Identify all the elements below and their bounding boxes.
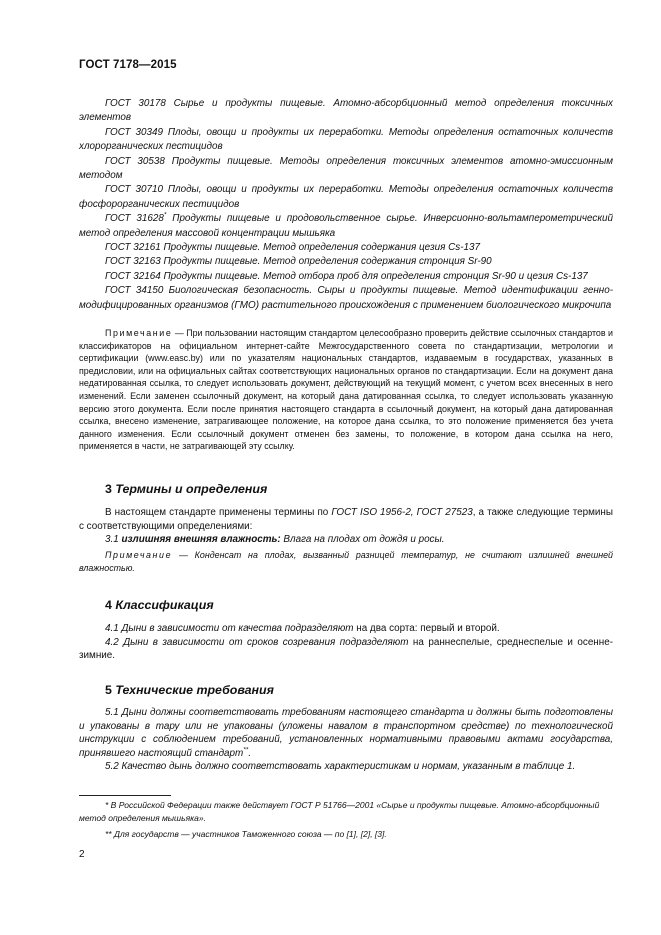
reference-item — [79, 212, 613, 241]
footnote-1: * В Российской Федерации также действует ГОСТ Р 51766—2001 «Сырье и продукты пищевые. Атомно-абсорбционный метод определения мышьяка». — [79, 800, 600, 823]
reference-code: ГОСТ 31628 — [105, 213, 164, 225]
standard-header: ГОСТ 7178—2015 — [79, 59, 177, 71]
note-text: — Конденсат на плодах, вызванный разницей температур, не считают излишней внешней влажностью. — [79, 550, 613, 573]
clause-5-2: 5.2 Качество дынь должно соответствовать характеристикам и нормам, указанным в таблице 1. — [105, 761, 576, 773]
reference-item: ГОСТ 30538 Продукты пищевые. Методы определения токсичных элементов атомно-эмиссионным методом — [79, 155, 613, 182]
section-3-intro: В настоящем стандарте применены термины по ГОСТ ISO 1956-2, ГОСТ 27523, а также следующие термины с соответствующими определениями: — [79, 507, 613, 532]
section-5-heading: 5 Технические требования — [105, 683, 274, 697]
footnotes — [79, 799, 613, 841]
note-label: Примечание — [105, 328, 173, 338]
section-4-body — [79, 622, 613, 663]
term-definition: 3.1 излишняя внешняя влажность: Влага на плодах от дождя и росы. — [105, 534, 445, 546]
footnote-2: ** Для государств — участников Таможенного союза — по [1], [2], [3]. — [105, 829, 387, 840]
normative-references-list — [79, 97, 613, 313]
term-name: излишняя внешняя влажность: — [121, 534, 281, 546]
reference-item: ГОСТ 30349 Плоды, овощи и продукты их переработки. Методы определения остаточных количеств хлорорганических пестицидов — [79, 126, 613, 153]
clause-4-1: 4.1 Дыни в зависимости от качества подразделяют на два сорта: первый и второй. — [105, 623, 500, 634]
reference-item: ГОСТ 32161 Продукты пищевые. Метод определения содержания цезия Cs-137 — [105, 242, 480, 254]
reference-item: ГОСТ 30178 Сырье и продукты пищевые. Атомно-абсорбционный метод определения токсичных элементов — [79, 98, 613, 124]
clause-4-2: 4.2 Дыни в зависимости от сроков созревания подразделяют на раннеспелые, среднеспелые и осенне-зимние. — [79, 636, 613, 662]
footnote-marker: ** — [243, 746, 249, 754]
footnote-divider — [79, 795, 171, 796]
reference-item: ГОСТ 32163 Продукты пищевые. Метод определения содержания стронция Sr-90 — [105, 256, 492, 268]
footnote-marker: * — [163, 211, 167, 219]
section-3-body — [79, 506, 613, 547]
clause-5-1: 5.1 Дыни должны соответствовать требованиям настоящего стандарта и должны быть подготовлены и упакованы в тару или не упакованы (уложены навалом в транспортном средстве) по технологической инструкции с соблюдением требований, установленных нормативными правовыми актами государства, принявшего настоящий стандарт**. — [79, 707, 613, 759]
references-note — [79, 327, 613, 453]
reference-text: Продукты пищевые и продовольственное сырье. Инверсионно-вольтамперометрический метод определения массовой концентрации мышьяка — [79, 213, 613, 239]
note-text: — При пользовании настоящим стандартом целесообразно проверить действие ссылочных стандартов и классификаторов на официальном интернет-сайте Межгосударственного совета по стандартизации, метрологии и сертификации (www.easc.by) или по указателям национальных стандартов, издаваемым в государствах, указанных в предисловии, или на официальных сайтах соответствующих национальных органов по стандартизации. Если на документ дана недатированная ссылка, то следует использовать документ, действующий на текущий момент, с учетом всех внесенных в него изменений. Если заменен ссылочный документ, на который дана датированная ссылка, то следует использовать указанную версию этого документа. Если после принятия настоящего стандарта в ссылочный документ, на который дана датированная ссылка, внесено изменение, затрагивающее положение, на которое дана ссылка, то это положение применяется без учета данного изменения. Если ссылочный документ отменен без замены, то положение, в котором дана ссылка на него, применяется в части, не затрагивающей эту ссылку. — [79, 328, 613, 452]
reference-item: ГОСТ 32164 Продукты пищевые. Метод отбора проб для определения стронция Sr-90 и цезия Cs-137 — [105, 270, 588, 282]
section-3-heading: 3 Термины и определения — [105, 482, 268, 496]
section-3-note — [79, 549, 613, 575]
reference-item: ГОСТ 30710 Плоды, овощи и продукты их переработки. Методы определения остаточных количеств фосфорорганических пестицидов — [79, 184, 613, 210]
reference-item: ГОСТ 34150 Биологическая безопасность. Сыры и продукты пищевые. Метод идентификации генно-модифицированных организмов (ГМО) растительного происхождения с применением биологического микрочипа — [79, 285, 613, 311]
term-source-refs: ГОСТ ISO 1956-2, ГОСТ 27523 — [331, 507, 473, 518]
section-4-heading: 4 Классификация — [105, 598, 214, 612]
page-number: 2 — [79, 849, 85, 860]
section-5-body — [79, 706, 613, 774]
note-label: Примечание — [105, 550, 173, 560]
